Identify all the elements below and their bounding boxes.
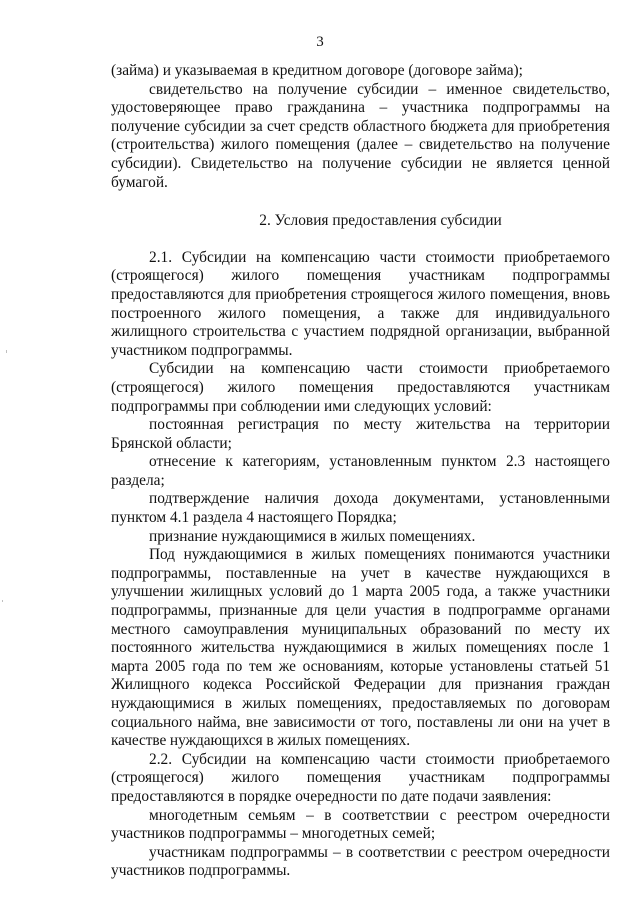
paragraph: Субсидии на компенсацию части стоимости приобретаемого (строящегося) жилого помещения предоставляются участникам подпрограммы при соблюдении ими следующих условий: — [111, 360, 610, 415]
paragraph: Под нуждающимися в жилых помещениях понимаются участники подпрограммы, поставленные на учет в качестве нуждающихся в улучшении жилищных условий до 1 марта 2005 года, а также участники подпрограммы, признанные для цели участия в подпрограмме органами местного самоуправления муниципальных образований по месту их постоянного жительства нуждающимися в жилых помещениях после 1 марта 2005 года по тем же основаниям, которые установлены статьей 51 Жилищного кодекса Российской Федерации для признания граждан нуждающимися в жилых помещениях, предоставляемых по договорам социального найма, вне зависимости от того, поставлены ли они на учет в качестве нуждающихся в жилых помещениях. — [111, 546, 610, 750]
paragraph: многодетным семьям – в соответствии с реестром очередности участников подпрограммы – многодетных семей; — [111, 806, 610, 843]
paragraph: участникам подпрограммы – в соответствии с реестром очередности участников подпрограммы. — [111, 843, 610, 880]
section-heading: 2. Условия предоставления субсидии — [259, 212, 502, 230]
paragraph: признание нуждающимися в жилых помещениях. — [149, 527, 476, 545]
paragraph: отнесение к категориям, установленным пунктом 2.3 настоящего раздела; — [111, 453, 610, 489]
document-body — [111, 62, 610, 881]
paragraph: 2.1. Субсидии на компенсацию части стоимости приобретаемого (строящегося) жилого помещения участникам подпрограммы предоставляются для приобретения строящегося жилого помещения, вновь построенного жилого помещения, а также для индивидуального жилищного строительства с участием подрядной организации, выбранной участником подпрограммы. — [111, 248, 610, 359]
paragraph: постоянная регистрация по месту жительства на территории Брянской области; — [111, 416, 610, 452]
scan-mark — [2, 600, 3, 602]
paragraph: 2.2. Субсидии на компенсацию части стоимости приобретаемого (строящегося) жилого помещения участникам подпрограммы предоставляются в порядке очередности по дате подачи заявления: — [111, 750, 610, 805]
paragraph: (займа) и указываемая в кредитном договоре (договоре займа); — [111, 62, 523, 79]
scan-mark — [6, 350, 7, 353]
paragraph: подтверждение наличия дохода документами, установленными пунктом 4.1 раздела 4 настоящего Порядка; — [111, 490, 610, 527]
page-number: 3 — [316, 34, 324, 50]
paragraph: свидетельство на получение субсидии – именное свидетельство, удостоверяющее право гражданина – участника подпрограммы на получение субсидии за счет средств областного бюджета для приобретения (строительства) жилого помещения (далее – свидетельство на получение субсидии). Свидетельство на получение субсидии не является ценной бумагой. — [111, 80, 610, 191]
